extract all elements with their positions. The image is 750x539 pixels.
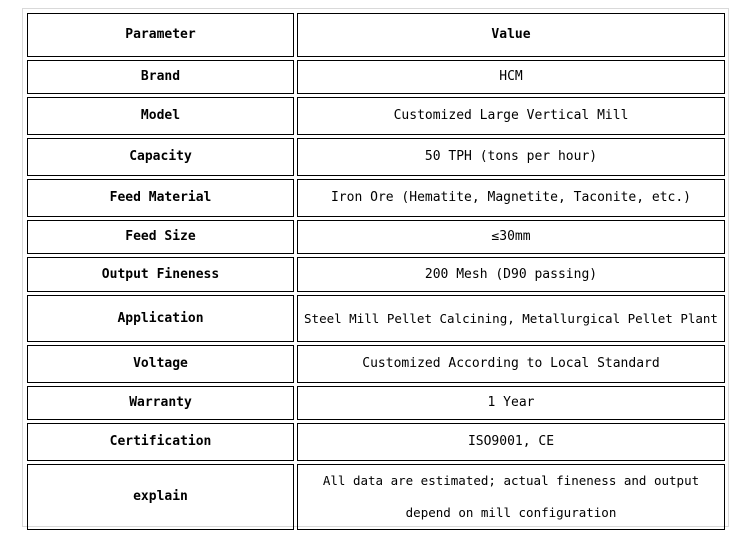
value-application: Steel Mill Pellet Calcining, Metallurgical Pellet Plant <box>297 295 725 342</box>
param-feed-material: Feed Material <box>27 179 294 217</box>
table-row <box>27 345 725 383</box>
param-feed-size: Feed Size <box>27 220 294 254</box>
param-certification: Certification <box>27 423 294 461</box>
param-brand: Brand <box>27 60 294 94</box>
table-row <box>27 138 725 176</box>
param-output-fineness: Output Fineness <box>27 257 294 292</box>
table-row <box>27 220 725 254</box>
value-warranty: 1 Year <box>297 386 725 420</box>
table-row <box>27 179 725 217</box>
table-row <box>27 60 725 94</box>
table-row <box>27 464 725 530</box>
value-capacity: 50 TPH (tons per hour) <box>297 138 725 176</box>
param-capacity: Capacity <box>27 138 294 176</box>
table-row <box>27 97 725 135</box>
param-model: Model <box>27 97 294 135</box>
table-row <box>27 423 725 461</box>
table-header-row <box>27 13 725 57</box>
table-row <box>27 386 725 420</box>
column-header-parameter: Parameter <box>27 13 294 57</box>
table-row <box>27 295 725 342</box>
param-application: Application <box>27 295 294 342</box>
value-feed-material: Iron Ore (Hematite, Magnetite, Taconite, etc.) <box>297 179 725 217</box>
param-explain: explain <box>27 464 294 530</box>
param-warranty: Warranty <box>27 386 294 420</box>
value-output-fineness: 200 Mesh (D90 passing) <box>297 257 725 292</box>
value-model: Customized Large Vertical Mill <box>297 97 725 135</box>
value-brand: HCM <box>297 60 725 94</box>
value-feed-size: ≤30mm <box>297 220 725 254</box>
value-voltage: Customized According to Local Standard <box>297 345 725 383</box>
value-certification: ISO9001, CE <box>297 423 725 461</box>
column-header-value: Value <box>297 13 725 57</box>
param-voltage: Voltage <box>27 345 294 383</box>
spec-table <box>24 10 728 533</box>
table-row <box>27 257 725 292</box>
value-explain: All data are estimated; actual fineness and output depend on mill configuration <box>297 464 725 530</box>
